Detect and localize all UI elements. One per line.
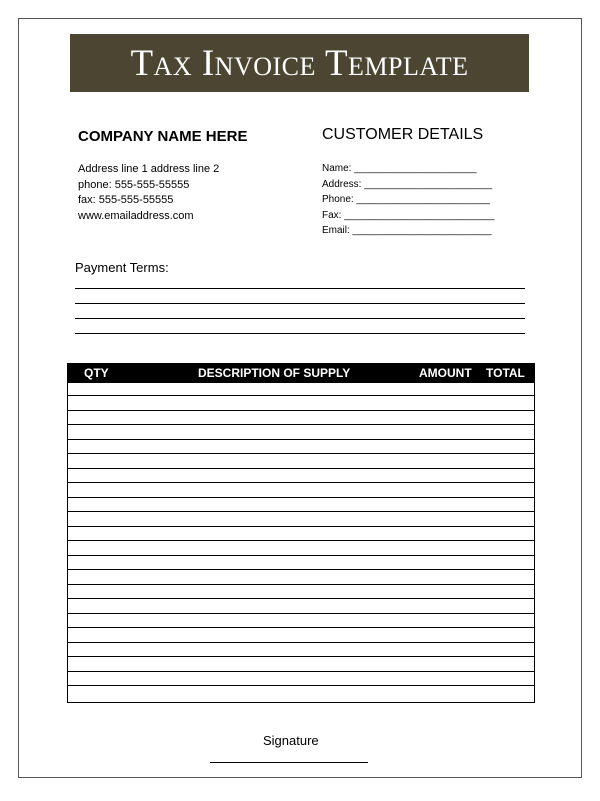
table-row-line bbox=[68, 627, 534, 628]
customer-details-heading: CUSTOMER DETAILS bbox=[322, 126, 484, 143]
header-total: TOTAL bbox=[486, 366, 525, 380]
table-row-line bbox=[68, 468, 534, 469]
customer-phone-field: Phone: ________________________ bbox=[322, 194, 490, 205]
company-phone: phone: 555-555-55555 bbox=[78, 178, 190, 191]
table-row-line bbox=[68, 453, 534, 454]
company-details bbox=[78, 162, 219, 224]
customer-details-fields bbox=[322, 161, 494, 239]
table-row-line bbox=[68, 584, 534, 585]
table-row-line bbox=[68, 439, 534, 440]
payment-terms-line bbox=[75, 303, 525, 304]
signature-line bbox=[210, 762, 368, 763]
table-row-line bbox=[68, 656, 534, 657]
table-row-line bbox=[68, 555, 534, 556]
table-row-line bbox=[68, 410, 534, 411]
customer-name-field: Name: ______________________ bbox=[322, 163, 477, 174]
payment-terms-line bbox=[75, 333, 525, 334]
table-row-line bbox=[68, 598, 534, 599]
table-row-line bbox=[68, 424, 534, 425]
customer-email-field: Email: _________________________ bbox=[322, 225, 492, 236]
customer-address-field: Address: _______________________ bbox=[322, 178, 493, 190]
table-row-line bbox=[68, 569, 534, 570]
company-name: COMPANY NAME HERE bbox=[78, 128, 248, 145]
company-fax: fax: 555-555-55555 bbox=[78, 194, 174, 206]
table-row-line bbox=[68, 671, 534, 672]
payment-terms-line bbox=[75, 288, 525, 289]
table-row-line bbox=[68, 685, 534, 686]
table-row-line bbox=[68, 526, 534, 527]
table-header bbox=[68, 364, 534, 383]
supply-table bbox=[67, 363, 535, 703]
table-row-line bbox=[68, 511, 534, 512]
company-address: Address line 1 address line 2 bbox=[78, 163, 220, 175]
payment-terms-label: Payment Terms: bbox=[75, 260, 169, 275]
table-row-line bbox=[68, 642, 534, 643]
company-website: www.emailaddress.com bbox=[78, 209, 194, 222]
payment-terms-line bbox=[75, 318, 525, 319]
header-amount: AMOUNT bbox=[419, 366, 472, 380]
table-row-line bbox=[68, 395, 534, 396]
table-row-line bbox=[68, 540, 534, 541]
table-row-line bbox=[68, 497, 534, 498]
signature-label: Signature bbox=[263, 733, 319, 748]
document-title: Tax Invoice Template bbox=[130, 42, 469, 84]
header-description: DESCRIPTION OF SUPPLY bbox=[198, 366, 351, 380]
table-row-line bbox=[68, 482, 534, 483]
table-row-line bbox=[68, 613, 534, 614]
customer-fax-field: Fax: ___________________________ bbox=[322, 209, 495, 221]
header-qty: QTY bbox=[84, 366, 109, 380]
title-banner bbox=[70, 34, 529, 92]
